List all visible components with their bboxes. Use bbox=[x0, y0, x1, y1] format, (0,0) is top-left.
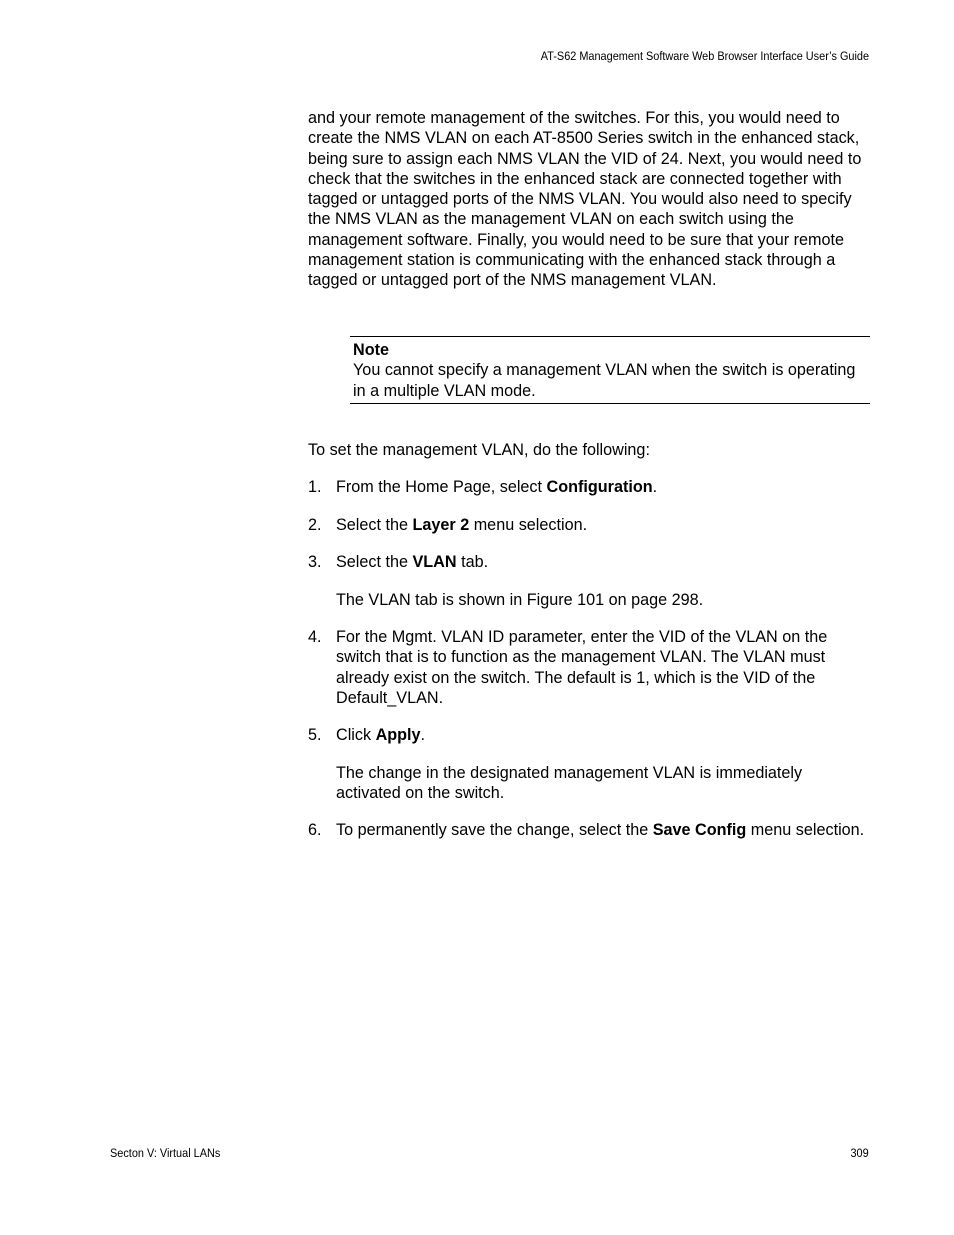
step-text: Select the bbox=[336, 553, 413, 571]
footer-section-title: Secton V: Virtual LANs bbox=[110, 1146, 221, 1160]
step-number: 5. bbox=[308, 726, 322, 744]
step-text: From the Home Page, select bbox=[336, 478, 547, 496]
step-bold-term: Configuration bbox=[546, 478, 653, 496]
step-text: Click bbox=[336, 726, 376, 744]
step-6 bbox=[308, 820, 870, 840]
note-title: Note bbox=[353, 341, 389, 359]
step-3 bbox=[308, 552, 870, 572]
step-text-end: . bbox=[420, 726, 426, 744]
step-text-end: . bbox=[652, 478, 658, 496]
intro-paragraph: and your remote management of the switches. For this, you would need to create the NMS VLAN on each AT-8500 Series switch in the enhanced stack, being sure to assign each NMS VLAN the VID of 24. Next, you would need to check that the switches in the enhanced stack are connected together with tagged or untagged ports of the NMS VLAN. You would also need to specify the NMS VLAN as the management VLAN on each switch using the management software. Finally, you would need to be sure that your remote management station is communicating with the enhanced stack through a tagged or untagged port of the NMS management VLAN. bbox=[308, 109, 862, 290]
running-header: AT-S62 Management Software Web Browser Interface User’s Guide bbox=[540, 49, 869, 63]
step-4 bbox=[308, 627, 870, 708]
step-text-end: tab. bbox=[456, 553, 489, 571]
page-number: 309 bbox=[850, 1146, 869, 1160]
step-text: To permanently save the change, select the bbox=[336, 821, 653, 839]
step-text: Select the bbox=[336, 516, 413, 534]
step-3-note: The VLAN tab is shown in Figure 101 on page 298. bbox=[336, 591, 704, 609]
note-text: You cannot specify a management VLAN when the switch is operating in a multiple VLAN mode. bbox=[353, 361, 856, 400]
step-5-note: The change in the designated management VLAN is immediately activated on the switch. bbox=[336, 764, 803, 803]
step-bold-term: VLAN bbox=[412, 553, 457, 571]
step-number: 3. bbox=[308, 553, 322, 571]
step-text-end: menu selection. bbox=[746, 821, 865, 839]
step-bold-term: Apply bbox=[375, 726, 421, 744]
step-number: 6. bbox=[308, 821, 322, 839]
step-5 bbox=[308, 725, 870, 745]
note-box bbox=[350, 336, 870, 404]
step-1 bbox=[308, 477, 870, 497]
procedure-lead: To set the management VLAN, do the following: bbox=[308, 441, 650, 459]
step-number: 4. bbox=[308, 628, 322, 646]
step-text: For the Mgmt. VLAN ID parameter, enter the VID of the VLAN on the switch that is to function as the management VLAN. The VLAN must already exist on the switch. The default is 1, which is the VID of the Default_VLAN. bbox=[336, 628, 828, 707]
step-number: 1. bbox=[308, 478, 322, 496]
step-2 bbox=[308, 515, 870, 535]
step-text-end: menu selection. bbox=[469, 516, 588, 534]
step-number: 2. bbox=[308, 516, 322, 534]
step-bold-term: Save Config bbox=[652, 821, 747, 839]
step-bold-term: Layer 2 bbox=[412, 516, 470, 534]
